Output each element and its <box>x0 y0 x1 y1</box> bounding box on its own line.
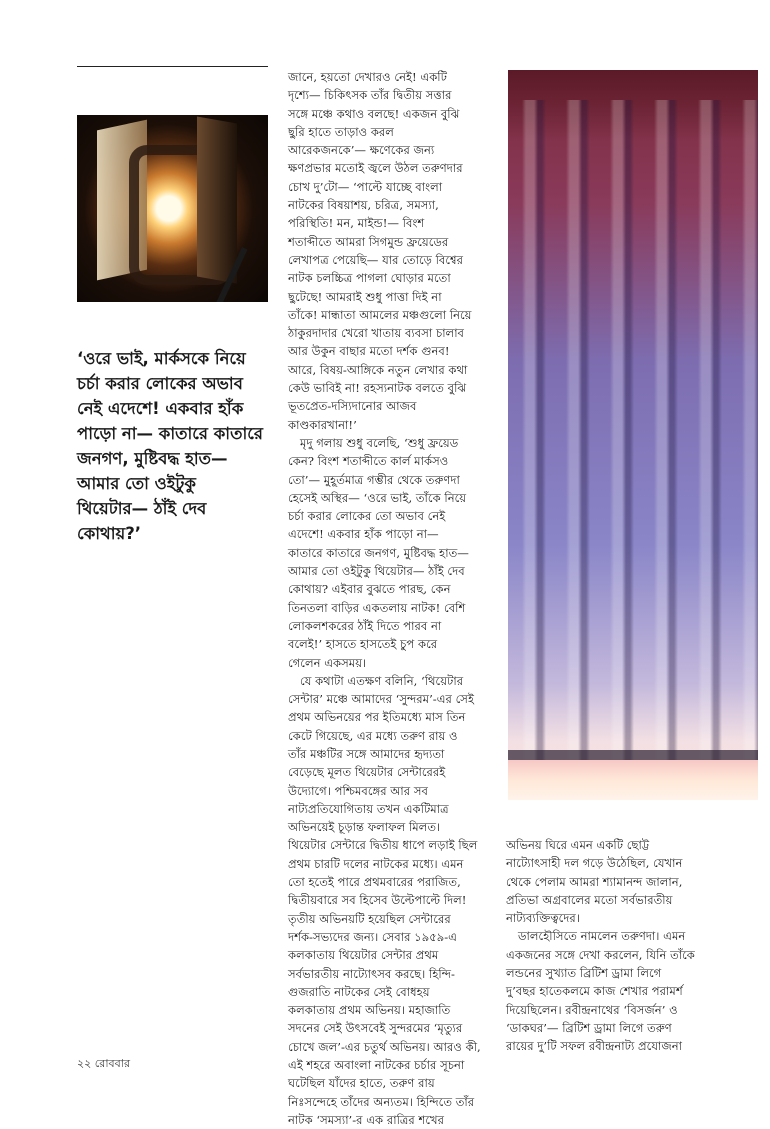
body-text-line: ঘটেছিল যাঁদের হাতে, তরুণ রায় <box>288 1076 435 1091</box>
body-text-line: এই শহরে অবাংলা নাটকের চর্চার সূচনা <box>288 1058 465 1073</box>
body-text-line: সদনের সেই উৎসবেই সুন্দরমের ‘মৃত্যুর <box>288 1021 463 1036</box>
body-text-line: তো’— মুহূর্তমাত্র গম্ভীর থেকে তরুণদা <box>288 472 460 487</box>
body-text-line: ক্ষণপ্রভার মতোই জ্বলে উঠল তরুণদার <box>288 161 463 176</box>
body-text-line: প্রথম অভিনয়ের পর ইতিমধ্যে মাস তিন <box>288 710 466 725</box>
pull-quote-line: চর্চা করার লোকের অভাব <box>77 374 243 393</box>
body-text-line: ডালহৌসিতে নামলেন তরুণদা। এমন <box>518 929 686 944</box>
body-text-line: ছুটেছে! আমরাই শুধু পাত্তা দিই না <box>288 289 442 304</box>
body-text-line: শতাব্দীতে আমরা সিগমুন্ড ফ্রয়েডের <box>288 234 449 249</box>
body-text-line: এদেশে! একবার হাঁক পাড়ো না— <box>288 527 439 542</box>
body-text-line: নাটকের বিষয়াশয়, চরিত্র, সমস্যা, <box>288 198 439 213</box>
body-text-line: প্রথম চারটি দলের নাটকের মধ্যে। এমন <box>288 856 464 871</box>
body-text-line: যে কথাটা এতক্ষণ বলিনি, ‘থিয়েটার <box>300 673 464 688</box>
body-text-line: দ্বিতীয়বারে সব হিসেব উল্টেপাল্টে দিল! <box>288 893 467 908</box>
body-text-line: নাট্যপ্রতিযোগিতায় তখন একটিমাত্র <box>288 801 449 816</box>
body-column-right <box>506 836 696 1056</box>
pull-quote-line: নেই এদেশে! একবার হাঁক <box>77 399 244 418</box>
body-text-line: চর্চা করার লোকের তো অভাব নেই <box>288 509 446 524</box>
body-text-line: কেউ ভাবিই না! রহস্যনাটক বলতে বুঝি <box>288 381 467 396</box>
body-text-line: আমার তো ওইটুকু থিয়েটার— ঠাঁই দেব <box>288 564 465 579</box>
stage-light-photo <box>77 115 268 302</box>
pull-quote-line: ‘ওরে ভাই, মার্কসকে নিয়ে <box>77 349 246 368</box>
body-text-line: নাটক চলচ্চিত্র পাগলা ঘোড়ার মতো <box>288 271 451 286</box>
body-text-line: ‘ডাকঘর’— ব্রিটিশ ড্রামা লিগে তরুণ <box>506 1020 672 1035</box>
body-text-line: লন্ডনের সুখ্যাত ব্রিটিশ ড্রামা লিগে <box>506 966 662 981</box>
body-text-line: উদ্যোগে। পশ্চিমবঙ্গের আর সব <box>288 783 428 798</box>
body-text-line: থেকে পেলাম আমরা শ্যামানন্দ জালান, <box>506 874 683 889</box>
pull-quote-line: পাড়ো না— কাতারে কাতারে <box>77 424 263 443</box>
body-column-middle <box>288 68 488 1129</box>
body-text-line: তাঁর মঞ্চটির সঙ্গে আমাদের হৃদ্যতা <box>288 746 445 761</box>
body-text-line: তো হতেই পারে প্রথমবারের পরাজিত, <box>288 875 461 890</box>
body-text-line: অভিনয়েই চূড়ান্ত ফলাফল মিলত। <box>288 820 441 835</box>
body-text-line: গুজরাতি নাটকের সেই বোধহয় <box>288 984 430 999</box>
body-text-line: প্রতিভা অগ্রবালের মতো সর্বভারতীয় <box>506 892 673 907</box>
body-text-line: নিঃসন্দেহে তাঁদের অন্যতম। হিন্দিতে তাঁর <box>288 1094 475 1109</box>
body-text-line: ঠাকুরদাদার খেরো খাতায় ব্যবসা চালাব <box>288 326 465 341</box>
pull-quote-line: আমার তো ওইটুকু <box>77 474 196 493</box>
body-text-line: রায়ের দু’টি সফল রবীন্দ্রনাট্য প্রযোজনা <box>506 1039 683 1054</box>
body-text-line: লোকলশকরের ঠাঁই দিতে পারব না <box>288 618 442 633</box>
body-text-line: সঙ্গে মঞ্চে কথাও বলছে! একজন বুঝি <box>288 106 460 121</box>
body-text-line: কলকাতায় প্রথম অভিনয়। মহাজাতি <box>288 1003 451 1018</box>
top-rule <box>77 66 268 67</box>
barn-door-right <box>197 116 237 283</box>
body-text-line: মৃদু গলায় শুধু বলেছি, ‘শুধু ফ্রয়েড <box>300 435 459 450</box>
body-text-line: কোথায়? এইবার বুঝতে পারছ, কেন <box>288 582 451 597</box>
body-text-line: নাট্যব্যক্তিত্বদের। <box>506 911 580 926</box>
pull-quote <box>77 346 269 546</box>
body-text-line: কেন? বিংশ শতাব্দীতে কার্ল মার্কসও <box>288 454 449 469</box>
body-text-line: আরে, বিষয়-আঙ্গিকে নতুন লেখার কথা <box>288 362 468 377</box>
pull-quote-line: থিয়েটার— ঠাঁই দেব <box>77 499 207 518</box>
body-text-line: তাঁকে! মান্ধাতা আমলের মঞ্চগুলো নিয়ে <box>288 307 472 322</box>
body-text-line: চোখ দু’টো— ‘পাল্টে যাচ্ছে বাংলা <box>288 179 443 194</box>
body-text-line: আর উকুন বাছার মতো দর্শক গুনব! <box>288 344 450 359</box>
pull-quote-line: জনগণ, মুষ্টিবদ্ধ হাত— <box>77 449 228 468</box>
body-text-line: আরেকজনকে’— ক্ষণেকের জন্য <box>288 143 435 158</box>
body-text-line: জানে, হয়তো দেখারও নেই! একটি <box>288 70 447 84</box>
body-text-line: চোখে জল’-এর চতুর্থ অভিনয়। আরও কী, <box>288 1039 481 1054</box>
body-text-line: নাট্যোৎসাহী দল গড়ে উঠেছিল, যেখান <box>506 856 683 871</box>
curtain-folds <box>508 100 758 760</box>
body-text-line: ভূতপ্রেত-দস্যিদানোর আজব <box>288 399 417 414</box>
page-folio: ২২ রোববার <box>77 1057 130 1070</box>
body-text-line: লেখাপত্র পেয়েছি— যার তোড়ে বিশ্বের <box>288 252 463 267</box>
body-text-line: বেড়েছে মূলত থিয়েটার সেন্টারেরই <box>288 765 446 780</box>
stage-floor <box>508 760 758 800</box>
body-text-line: কাণ্ডকারখানা!’ <box>288 417 357 432</box>
body-text-line: থিয়েটার সেন্টারে দ্বিতীয় ধাপে লড়াই ছিল <box>288 838 478 853</box>
body-text-line: একজনের সঙ্গে দেখা করলেন, যিনি তাঁকে <box>506 947 695 962</box>
body-text-line: সেন্টার’ মঞ্চে আমাদের ‘সুন্দরম’-এর সেই <box>288 692 474 707</box>
pull-quote-line: কোথায়?’ <box>77 524 142 543</box>
body-text-line: গেলেন একসময়। <box>288 655 367 670</box>
body-text-line: সর্বভারতীয় নাট্যোৎসব করছে। হিন্দি- <box>288 966 455 981</box>
body-text-line: হেসেই অস্থির— ‘ওরে ভাই, তাঁকে নিয়ে <box>288 490 467 505</box>
body-text-line: ছুরি হাতে তাড়াও করল <box>288 124 394 139</box>
body-text-line: কলকাতায় থিয়েটার সেন্টার প্রথম <box>288 948 439 963</box>
body-text-line: দৃশ্যে— চিকিৎসক তাঁর দ্বিতীয় সত্তার <box>288 88 452 103</box>
body-text-line: দর্শক-সভ্যদের জন্য। সেবার ১৯৫৯-এ <box>288 929 458 944</box>
body-text-line: কাতারে কাতারে জনগণ, মুষ্টিবদ্ধ হাত— <box>288 545 469 560</box>
body-text-line: অভিনয় ঘিরে এমন একটি ছোট্ট <box>506 838 650 852</box>
body-text-line: তিনতলা বাড়ির একতলায় নাটক! বেশি <box>288 600 466 615</box>
body-text-line: কেটে গিয়েছে, এর মধ্যে তরুণ রায় ও <box>288 728 458 743</box>
body-text-line: বলেই!’ হাসতে হাসতেই চুপ করে <box>288 637 438 652</box>
body-text-line: পরিস্থিতি! মন, মাইন্ড!— বিংশ <box>288 216 425 231</box>
body-text-line: তৃতীয় অভিনয়টি হয়েছিল সেন্টারের <box>288 911 451 926</box>
body-text-line: দিয়েছিলেন। রবীন্দ্রনাথের ‘বিসর্জন’ ও <box>506 1002 678 1017</box>
body-text-line: দু’বছর হাতেকলমে কাজ শেখার পরামর্শ <box>506 984 683 999</box>
stage-curtain-photo <box>508 70 758 800</box>
body-text-line: নাটক ‘সমস্যা’-র এক রাত্রির শখের <box>288 1112 444 1127</box>
